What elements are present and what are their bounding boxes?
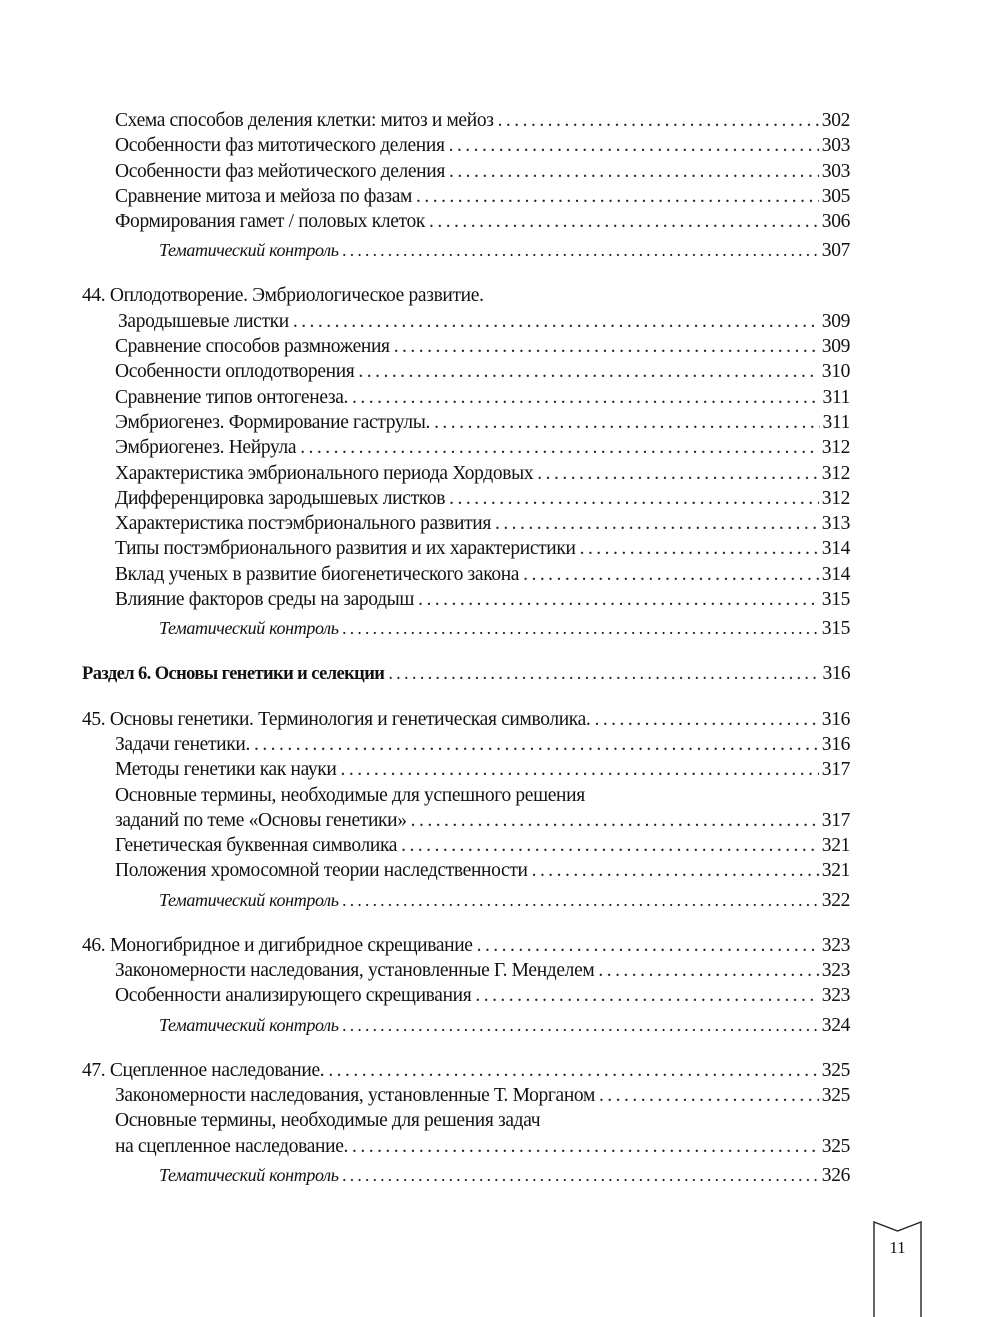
toc-chapter-44-title-cont[interactable]	[82, 309, 850, 334]
toc-entry-page: 325	[821, 1135, 850, 1157]
toc-entry-label: Генетическая буквенная символика	[115, 833, 401, 858]
toc-entry-label: Схема способов деления клетки: митоз и мейоз	[115, 108, 498, 133]
dot-leader	[343, 612, 819, 645]
toc-entry-label: Закономерности наследования, установленные Т. Морганом	[115, 1083, 599, 1108]
dot-leader	[598, 958, 818, 983]
toc-entry[interactable]	[82, 385, 850, 410]
toc-entry[interactable]	[82, 108, 850, 133]
toc-entry[interactable]	[82, 133, 850, 158]
toc-entry[interactable]	[82, 334, 850, 359]
toc-entry[interactable]	[82, 209, 850, 234]
toc-entry-label: Влияние факторов среды на зародыш	[115, 587, 418, 612]
toc-entry-multiline-cont[interactable]	[82, 808, 850, 833]
toc-chapter-46-title[interactable]	[82, 933, 850, 958]
toc-entry-label: Дифференцировка зародышевых листков	[115, 486, 449, 511]
dot-leader	[341, 757, 819, 782]
dot-leader	[394, 334, 819, 359]
toc-entry-page: 316	[821, 708, 850, 730]
toc-entry-page: 302	[821, 110, 850, 131]
toc-entry-page: 311	[822, 411, 850, 433]
toc-entry-label: Методы генетики как науки	[115, 757, 341, 782]
dot-leader	[532, 858, 819, 883]
page-bookmark-tab	[873, 1220, 922, 1317]
toc-entry-label: Особенности оплодотворения	[115, 359, 358, 384]
dot-leader	[352, 1134, 819, 1159]
dot-leader	[429, 209, 819, 234]
dot-leader	[418, 587, 819, 612]
page-number: 11	[889, 1238, 906, 1257]
toc-entry-page: 323	[821, 934, 850, 956]
dot-leader	[599, 1083, 819, 1108]
toc-entry-page: 306	[821, 211, 850, 233]
toc-entry-label: Формирования гамет / половых клеток	[115, 209, 429, 234]
toc-entry-page: 303	[821, 160, 850, 182]
toc-entry-page: 323	[821, 985, 850, 1007]
dot-leader	[477, 933, 819, 958]
dot-leader	[594, 707, 818, 732]
toc-entry-page: 315	[821, 618, 850, 640]
toc-entry[interactable]	[82, 587, 850, 612]
toc-entry[interactable]	[82, 359, 850, 384]
dot-leader	[475, 983, 818, 1008]
toc-entry-page: 309	[821, 310, 850, 332]
dot-leader	[358, 359, 818, 384]
toc-entry-label: Особенности фаз митотического деления	[115, 133, 449, 158]
toc-entry-label: Тематический контроль	[159, 884, 343, 917]
toc-entry[interactable]	[82, 435, 850, 460]
toc-chapter-44-title[interactable]	[82, 283, 850, 308]
toc-entry-page: 303	[821, 135, 850, 157]
toc-entry-label: Характеристика эмбрионального периода Хордовых	[115, 461, 537, 486]
toc-entry-page: 307	[821, 240, 850, 262]
dot-leader	[343, 1009, 819, 1042]
toc-entry-page: 316	[821, 733, 850, 755]
toc-section-6[interactable]	[82, 661, 850, 686]
dot-leader	[254, 732, 819, 757]
toc-entry-label: Особенности фаз мейотического деления	[115, 159, 449, 184]
toc-entry-page: 314	[821, 538, 850, 560]
dot-leader	[411, 808, 819, 833]
toc-entry[interactable]	[82, 159, 850, 184]
toc-entry-page: 317	[821, 759, 850, 781]
toc-entry-page: 317	[821, 809, 850, 831]
toc-entry-page: 311	[822, 386, 850, 408]
dot-leader	[328, 1058, 818, 1083]
toc-chapter-title: 45. Основы генетики. Терминология и генетическая символика.	[82, 707, 594, 732]
toc-entry-page: 312	[821, 437, 850, 459]
toc-entry-label: Тематический контроль	[159, 234, 343, 267]
dot-leader	[498, 108, 819, 133]
toc-entry[interactable]	[82, 858, 850, 883]
toc-entry[interactable]	[82, 833, 850, 858]
dot-leader	[416, 184, 819, 209]
toc-entry-thematic-control[interactable]	[82, 612, 850, 641]
toc-chapter-title: 47. Сцепленное наследование.	[82, 1058, 328, 1083]
toc-entry-label: Закономерности наследования, установленные Г. Менделем	[115, 958, 598, 983]
toc-entry[interactable]	[82, 511, 850, 536]
dot-leader	[300, 435, 819, 460]
toc-entry-page: 323	[821, 960, 850, 982]
toc-entry-multiline[interactable]	[82, 1108, 850, 1133]
dot-leader	[343, 1159, 819, 1192]
table-of-contents	[82, 108, 850, 1188]
toc-entry-page: 310	[821, 361, 850, 383]
toc-entry[interactable]	[82, 757, 850, 782]
toc-entry-page: 314	[821, 563, 850, 585]
dot-leader	[401, 833, 819, 858]
toc-entry[interactable]	[82, 958, 850, 983]
dot-leader	[580, 536, 819, 561]
toc-section-label: Раздел 6. Основы генетики и селекции	[82, 662, 388, 687]
toc-entry-label: Сравнение митоза и мейоза по фазам	[115, 184, 416, 209]
dot-leader	[343, 884, 819, 917]
toc-entry-page: 321	[821, 860, 850, 882]
toc-entry-page: 324	[821, 1014, 850, 1036]
toc-chapter-45-title[interactable]	[82, 707, 850, 732]
toc-entry-page: 322	[821, 889, 850, 911]
toc-entry-label: Особенности анализирующего скрещивания	[115, 983, 475, 1008]
toc-entry-thematic-control[interactable]	[82, 1159, 850, 1188]
toc-chapter-title: 44. Оплодотворение. Эмбриологическое развитие.	[82, 283, 488, 308]
toc-entry-page: 305	[821, 185, 850, 207]
dot-leader	[449, 133, 819, 158]
dot-leader	[434, 410, 819, 435]
toc-entry-multiline-cont[interactable]	[82, 1134, 850, 1159]
toc-entry-page: 312	[821, 487, 850, 509]
toc-entry-label: Тематический контроль	[159, 1009, 343, 1042]
toc-entry-label: Тематический контроль	[159, 612, 343, 645]
toc-entry-label: Сравнение типов онтогенеза.	[115, 385, 352, 410]
toc-entry-label: Основные термины, необходимые для успешного решения	[115, 783, 589, 808]
toc-entry[interactable]	[82, 562, 850, 587]
dot-leader	[449, 486, 819, 511]
toc-entry-label: Зародышевые листки	[118, 309, 293, 334]
toc-entry[interactable]	[82, 410, 850, 435]
toc-chapter-47-title[interactable]	[82, 1058, 850, 1083]
dot-leader	[388, 662, 819, 687]
toc-entry-page: 326	[821, 1164, 850, 1186]
dot-leader	[523, 562, 819, 587]
dot-leader	[449, 159, 819, 184]
toc-entry[interactable]	[82, 486, 850, 511]
toc-entry-label: Эмбриогенез. Формирование гаструлы.	[115, 410, 434, 435]
toc-entry-page: 309	[821, 336, 850, 358]
toc-entry-label: на сцепленное наследование.	[115, 1134, 352, 1159]
toc-entry-thematic-control[interactable]	[82, 884, 850, 913]
toc-entry-label: Типы постэмбрионального развития и их характеристики	[115, 536, 580, 561]
toc-entry-page: 316	[822, 663, 850, 685]
toc-entry-label: Положения хромосомной теории наследственности	[115, 858, 532, 883]
toc-entry-label: Характеристика постэмбрионального развития	[115, 511, 495, 536]
dot-leader	[537, 461, 819, 486]
toc-entry-label: заданий по теме «Основы генетики»	[115, 808, 411, 833]
toc-entry[interactable]	[82, 732, 850, 757]
toc-entry[interactable]	[82, 983, 850, 1008]
dot-leader	[352, 385, 819, 410]
toc-entry-page: 325	[821, 1084, 850, 1106]
toc-entry-page: 313	[821, 513, 850, 535]
toc-entry[interactable]	[82, 536, 850, 561]
toc-entry-thematic-control[interactable]	[82, 1009, 850, 1038]
toc-entry-multiline[interactable]	[82, 783, 850, 808]
toc-entry-label: Сравнение способов размножения	[115, 334, 394, 359]
toc-entry-label: Эмбриогенез. Нейрула	[115, 435, 300, 460]
dot-leader	[293, 309, 819, 334]
toc-entry-page: 321	[821, 835, 850, 857]
toc-entry[interactable]	[82, 184, 850, 209]
toc-entry-page: 325	[821, 1059, 850, 1081]
toc-entry-page: 315	[821, 589, 850, 611]
toc-chapter-title: 46. Моногибридное и дигибридное скрещивание	[82, 933, 477, 958]
toc-entry-thematic-control[interactable]	[82, 234, 850, 263]
toc-entry-label: Тематический контроль	[159, 1159, 343, 1192]
dot-leader	[495, 511, 819, 536]
toc-entry[interactable]	[82, 461, 850, 486]
toc-entry-label: Задачи генетики.	[115, 732, 254, 757]
toc-entry-label: Вклад ученых в развитие биогенетического закона	[115, 562, 523, 587]
toc-entry-page: 312	[821, 462, 850, 484]
dot-leader	[343, 234, 819, 267]
toc-entry-label: Основные термины, необходимые для решения задач	[115, 1108, 544, 1133]
toc-entry[interactable]	[82, 1083, 850, 1108]
